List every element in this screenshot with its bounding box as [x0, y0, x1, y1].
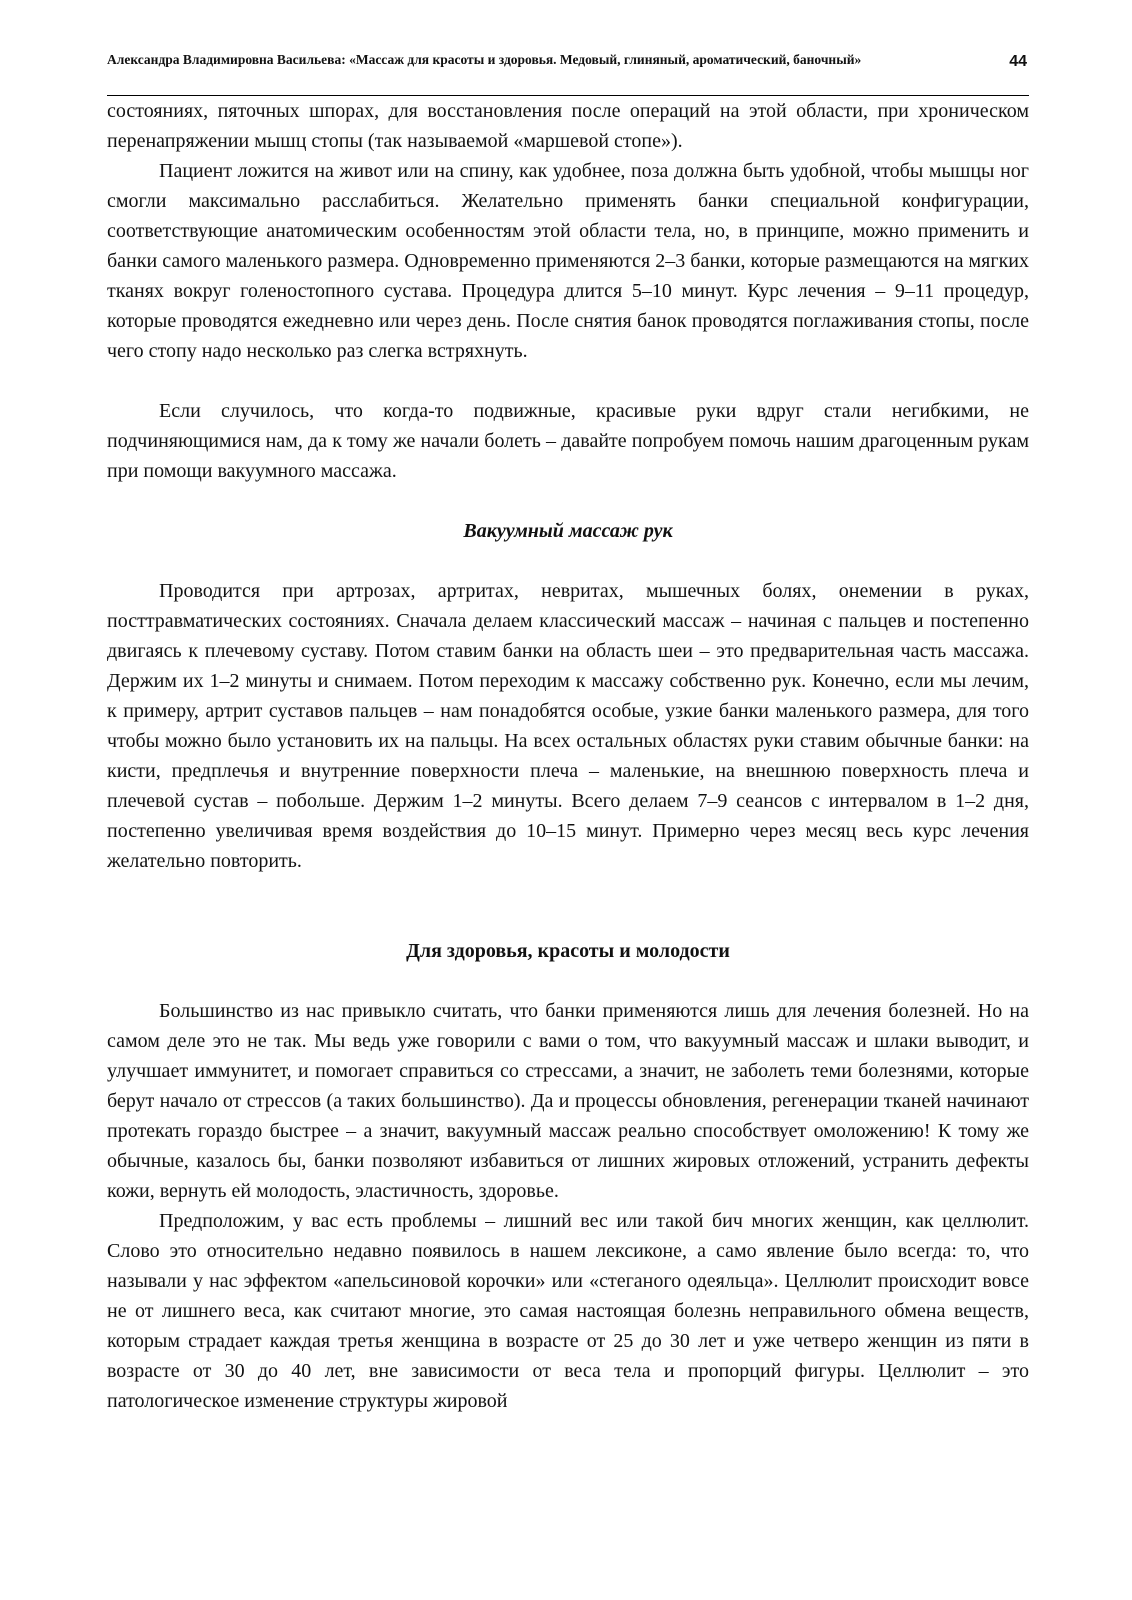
paragraph-continued: состояниях, пяточных шпорах, для восстановления после операций на этой области, при хроническом перенапряжении мышц стопы (так называемой «маршевой стопе»). — [107, 100, 1029, 152]
spacer — [107, 546, 1029, 576]
document-body — [107, 96, 1029, 1416]
paragraph: Предположим, у вас есть проблемы – лишний вес или такой бич многих женщин, как целлюлит. Слово это относительно недавно появилось в нашем лексиконе, а само явление было всегда: то, что называли у нас эффектом «апельсиновой корочки» или «стеганого одеяльца». Целлюлит происходит вовсе не от лишнего веса, как считают многие, это самая настоящая болезнь неправильного обмена веществ, которым страдает каждая третья женщина в возрасте от 25 до 30 лет и уже четверо женщин из пяти в возрасте от 30 до 40 лет, вне зависимости от веса тела и пропорций фигуры. Целлюлит – это патологическое изменение структуры жировой — [107, 1210, 1029, 1412]
spacer — [107, 876, 1029, 936]
spacer — [107, 486, 1029, 516]
header-title: Александра Владимировна Васильева: «Массаж для красоты и здоровья. Медовый, глиняный, ароматический, баночный» — [107, 52, 862, 67]
section-heading-hand-massage: Вакуумный массаж рук — [463, 520, 673, 542]
running-header — [107, 51, 1027, 69]
section-heading-health-beauty: Для здоровья, красоты и молодости — [406, 940, 730, 962]
paragraph: Проводится при артрозах, артритах, невритах, мышечных болях, онемении в руках, посттравматических состояниях. Сначала делаем классический массаж – начиная с пальцев и постепенно двигаясь к плечевому суставу. Потом ставим банки на область шеи – это предварительная часть массажа. Держим их 1–2 минуты и снимаем. Потом переходим к массажу собственно рук. Конечно, если мы лечим, к примеру, артрит суставов пальцев – нам понадобятся особые, узкие банки маленького размера, для того чтобы можно было установить их на пальцы. На всех остальных областях руки ставим обычные банки: на кисти, предплечья и внутренние поверхности плеча – маленькие, на внешнюю поверхность плеча и плечевой сустав – побольше. Держим 1–2 минуты. Всего делаем 7–9 сеансов с интервалом в 1–2 дня, постепенно увеличивая время воздействия до 10–15 минут. Примерно через месяц весь курс лечения желательно повторить. — [107, 580, 1029, 872]
paragraph: Если случилось, что когда-то подвижные, красивые руки вдруг стали негибкими, не подчиняющимися нам, да к тому же начали болеть – давайте попробуем помочь нашим драгоценным рукам при помощи вакуумного массажа. — [107, 400, 1029, 482]
page-number: 44 — [1009, 53, 1027, 70]
spacer — [107, 966, 1029, 996]
spacer — [107, 366, 1029, 396]
paragraph: Пациент ложится на живот или на спину, как удобнее, поза должна быть удобной, чтобы мышцы ног смогли максимально расслабиться. Желательно применять банки специальной конфигурации, соответствующие анатомическим особенностям этой области тела, но, в принципе, можно применить и банки самого маленького размера. Одновременно применяются 2–3 банки, которые размещаются на мягких тканях вокруг голеностопного сустава. Процедура длится 5–10 минут. Курс лечения – 9–11 процедур, которые проводятся ежедневно или через день. После снятия банок проводятся поглаживания стопы, после чего стопу надо несколько раз слегка встряхнуть. — [107, 160, 1029, 362]
paragraph: Большинство из нас привыкло считать, что банки применяются лишь для лечения болезней. Но на самом деле это не так. Мы ведь уже говорили с вами о том, что вакуумный массаж и шлаки выводит, и улучшает иммунитет, и помогает справиться со стрессами, а значит, не заболеть теми болезнями, которые берут начало от стрессов (а таких большинство). Да и процессы обновления, регенерации тканей начинают протекать гораздо быстрее – а значит, вакуумный массаж реально способствует омоложению! К тому же обычные, казалось бы, банки позволяют избавиться от лишних жировых отложений, устранить дефекты кожи, вернуть ей молодость, эластичность, здоровье. — [107, 1000, 1029, 1202]
